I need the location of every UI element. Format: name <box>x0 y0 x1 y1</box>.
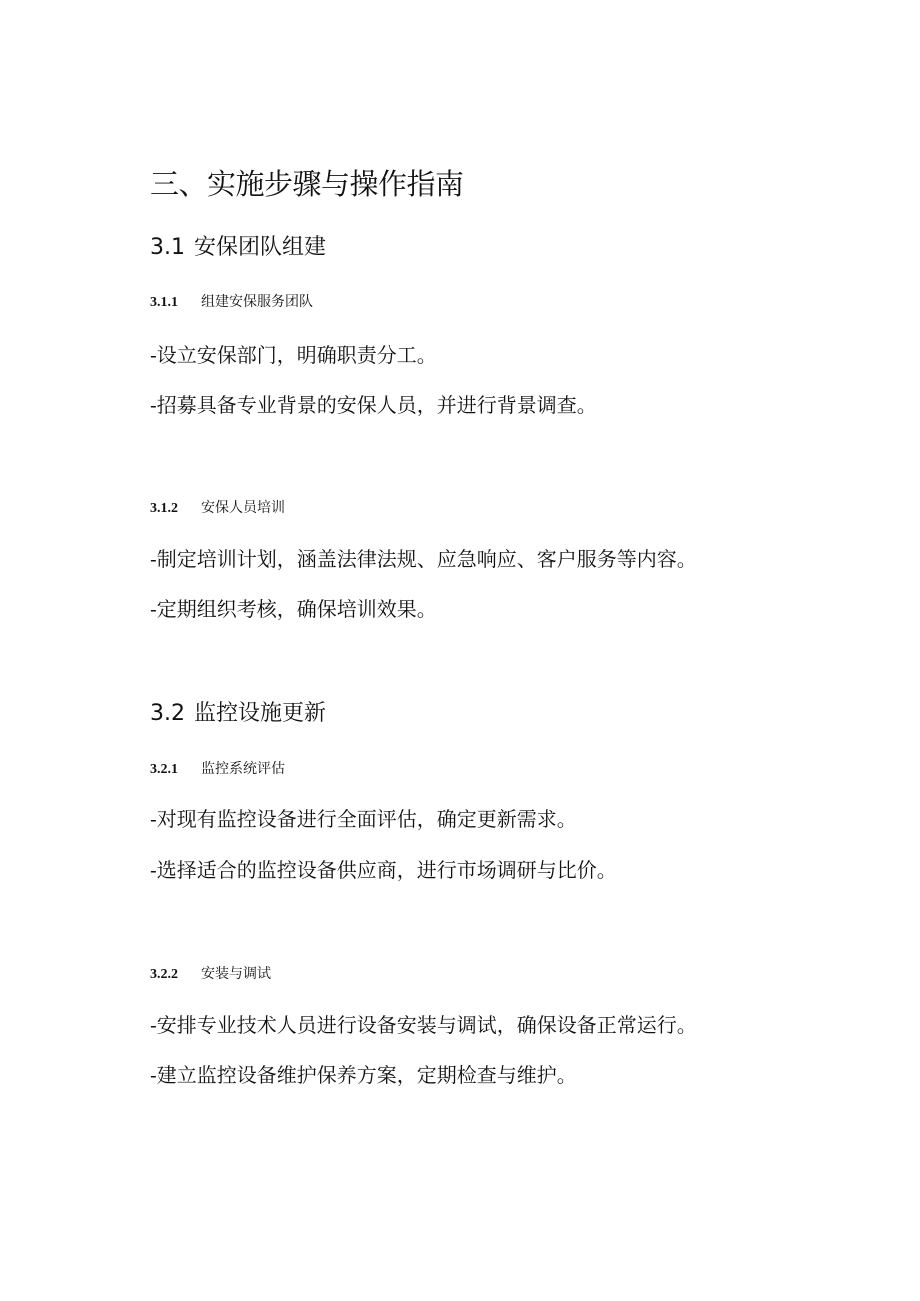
section-title: 三、实施步骤与操作指南 <box>150 167 464 201</box>
item-heading-3-1-2 <box>150 497 285 520</box>
item-number: 3.1.2 <box>150 501 178 516</box>
subsection-title: 安保团队组建 <box>194 235 327 260</box>
item-number: 3.1.1 <box>150 295 178 310</box>
paragraph-line: -建立监控设备维护保养方案，定期检查与维护。 <box>150 1063 577 1087</box>
paragraph-line: -对现有监控设备进行全面评估，确定更新需求。 <box>150 807 577 831</box>
subsection-number: 3.2 <box>150 701 185 726</box>
paragraph-line: -安排专业技术人员进行设备安装与调试，确保设备正常运行。 <box>150 1013 697 1037</box>
paragraph-line: -定期组织考核，确保培训效果。 <box>150 597 437 621</box>
item-number: 3.2.1 <box>150 762 178 777</box>
item-heading-3-1-1 <box>150 291 313 314</box>
subsection-heading-3-1 <box>150 232 326 264</box>
subsection-title: 监控设施更新 <box>194 701 327 726</box>
item-heading-3-2-1 <box>150 758 285 781</box>
paragraph-line: -制定培训计划，涵盖法律法规、应急响应、客户服务等内容。 <box>150 547 697 571</box>
paragraph-line: -设立安保部门，明确职责分工。 <box>150 343 437 367</box>
subsection-number: 3.1 <box>150 235 185 260</box>
item-title: 安装与调试 <box>201 966 271 982</box>
paragraph-line: -招募具备专业背景的安保人员，并进行背景调查。 <box>150 393 597 417</box>
subsection-heading-3-2 <box>150 698 326 730</box>
item-title: 安保人员培训 <box>201 500 285 516</box>
item-number: 3.2.2 <box>150 967 178 982</box>
item-heading-3-2-2 <box>150 963 271 986</box>
item-title: 监控系统评估 <box>201 761 285 777</box>
item-title: 组建安保服务团队 <box>201 294 313 310</box>
paragraph-line: -选择适合的监控设备供应商，进行市场调研与比价。 <box>150 858 617 882</box>
